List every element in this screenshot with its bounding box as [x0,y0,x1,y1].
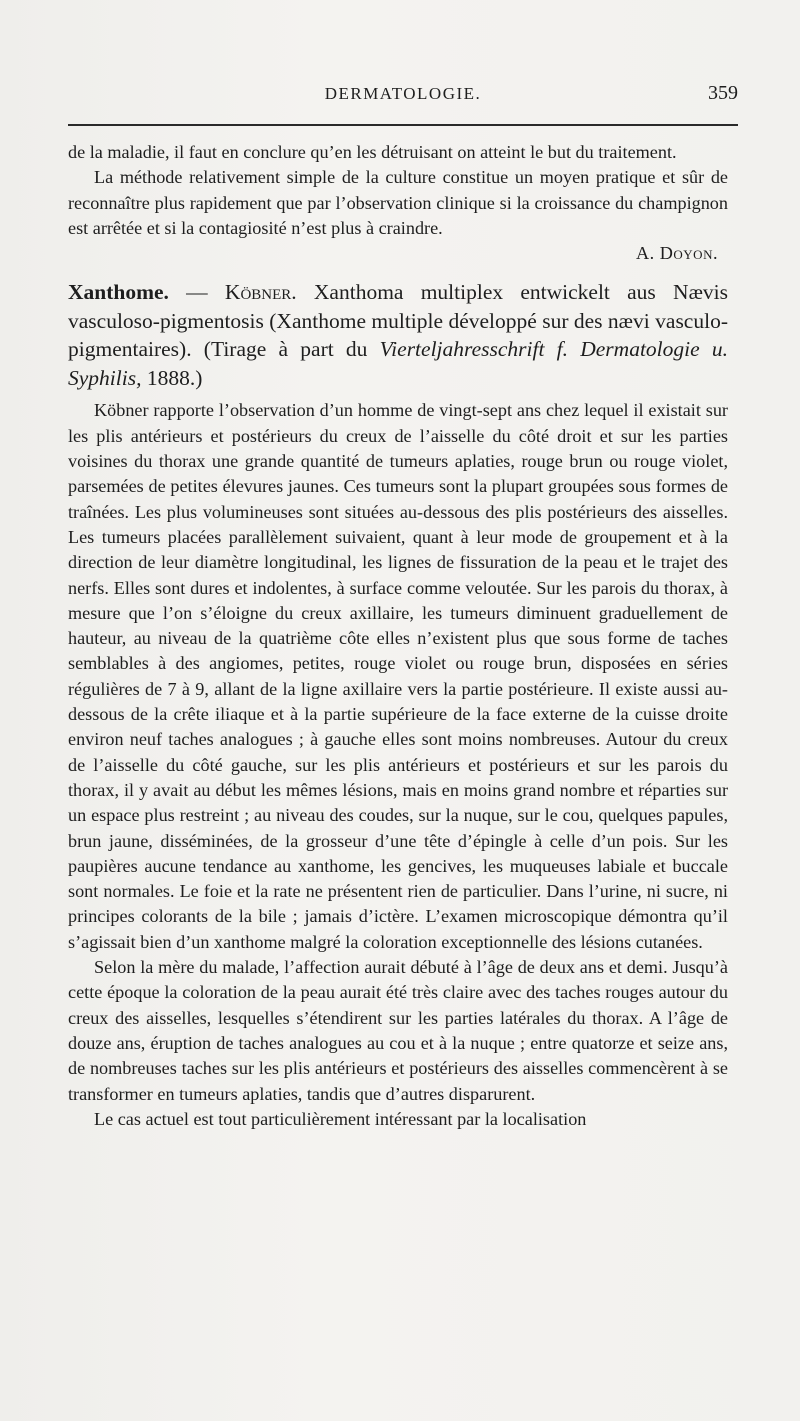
journal-name: Vierteljahresschrift f. Dermatologie u. Syphilis, [68,337,728,390]
article-heading [68,278,728,392]
article-paragraph-1: Köbner rapporte l’observation d’un homme de vingt-sept ans chez lequel il existait sur les plis antérieurs et postérieurs du creux de l’aisselle du côté droit et sur les parties voisines du thorax une grande quantité de tumeurs aplaties, rouge brun ou rouge violet, parsemées de petites élevures jaunes. Ces tumeurs sont la plupart groupées sous formes de traînées. Les plus volumineuses sont situées au-dessous des plis postérieurs des aisselles. Les tumeurs placées parallèlement suivaient, quant à leur mode de groupement et à la direction de leur diamètre longitudinal, les lignes de fissuration de la peau et le trajet des nerfs. Elles sont dures et indolentes, à surface comme veloutée. Sur les parois du thorax, à mesure que l’on s’éloigne du creux axillaire, les tumeurs diminuent graduellement de hauteur, au niveau de la quatrième côte elles n’existent plus que sous forme de taches semblables à des angiomes, petites, rouge violet ou rouge brun, disposées en séries régulières de 7 à 9, allant de la ligne axillaire vers la partie postérieure. Il existe aussi au-dessous de la crête iliaque et à la partie supérieure de la face externe de la cuisse droite environ neuf taches analogues ; à gauche elles sont moins nombreuses. Autour du creux de l’aisselle du côté gauche, sur les plis antérieurs et postérieurs et sur les parois du thorax, il y avait au début les mêmes lésions, mais en moins grand nombre et réparties sur un espace plus restreint ; au niveau des coudes, sur la nuque, sur le cou, quelques papules, brun jaune, disséminées, de la grosseur d’une tête d’épingle à celle d’un pois. Sur les paupières aucune tendance au xanthome, les gencives, les muqueuses labiale et buccale sont normales. Le foie et la rate ne présentent rien de particulier. Dans l’urine, ni sucre, ni principes colorants de la bile ; jamais d’ictère. L’examen microscopique démontra qu’il s’agissait bien d’un xanthome malgré la coloration exceptionnelle des lésions cutanées. [68,400,728,952]
previous-article-paragraph-1: de la maladie, il faut en conclure qu’en les détruisant on atteint le but du traitement. [68,142,677,162]
running-title: DERMATOLOGIE. [324,84,482,103]
header-rule [68,124,738,126]
article-paragraph-3: Le cas actuel est tout particulièrement intéressant par la localisation [94,1108,587,1129]
author-signature [68,241,718,266]
signature-initial: A. [636,243,660,264]
page-body [68,140,728,1132]
previous-article-paragraph-2: La méthode relativement simple de la culture constitue un moyen pratique et sûr de reconnaître plus rapidement que par l’observation clinique si la croissance du champignon est arrêtée et si la contagiosité n’est plus à craindre. [68,167,728,238]
signature-name: Doyon. [659,243,718,264]
page-number: 359 [708,82,738,104]
article-paragraph-2: Selon la mère du malade, l’affection aurait débuté à l’âge de deux ans et demi. Jusqu’à cette époque la coloration de la peau aurait été très claire avec des taches rouges autour du creux des aisselles, lesquelles s’étendirent sur les parties latérales du thorax. A l’âge de douze ans, éruption de taches analogues au cou et à la nuque ; entre quatorze et seize ans, de nombreuses taches sur les plis antérieurs et postérieurs des aisselles commencèrent à se transformer en tumeurs aplaties, tandis que d’autres disparurent. [68,957,728,1104]
article-body [68,398,728,1132]
article-reference: Xanthoma multiplex entwickelt aus Nævis vasculoso-pigmentosis (Xanthome multiple développé sur des nævi vasculo-pigmentaires). (Tirage à part du [68,280,728,362]
page-header [68,84,738,110]
article-title: Xanthome. [68,280,169,305]
article-dash: — [168,280,225,305]
publication-year: 1888.) [141,365,203,390]
article-author: Köbner. [224,280,297,305]
